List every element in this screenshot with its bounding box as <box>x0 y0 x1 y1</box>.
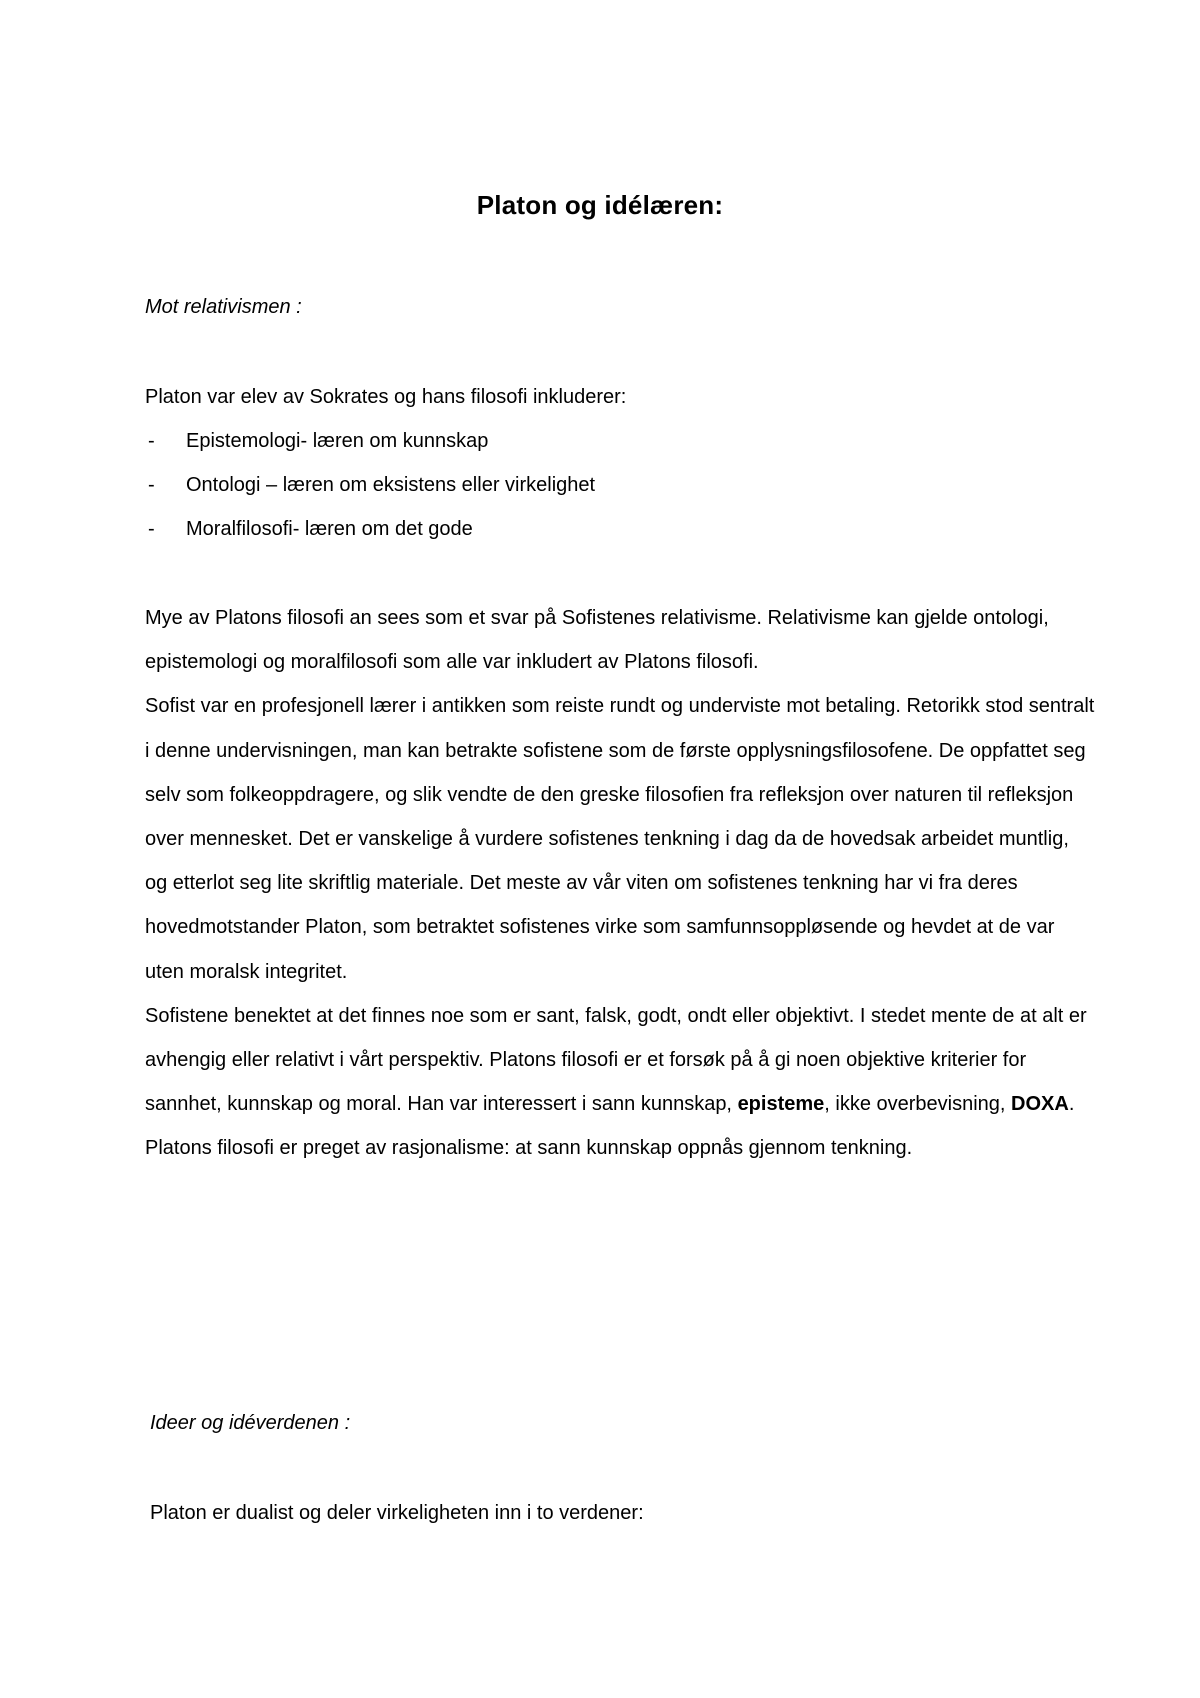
bullet-dash: - <box>148 430 155 452</box>
bullet-dash: - <box>148 518 155 540</box>
paragraph-platon-response <box>145 994 1095 1171</box>
bullet-text: Epistemologi- læren om kunnskap <box>186 430 489 452</box>
term-episteme: episteme <box>737 1093 825 1116</box>
paragraph-text: Sofistene benektet at det finnes noe som er sant, falsk, godt, ondt eller objektivt. I stedet mente de at alt er avhengig eller relativt i vårt perspektiv. Platons filosofi er et forsøk på å gi noen objektive kriterier for sannhet, kunnskap og moral. Han var interessert i sann kunnskap, <box>145 1004 1087 1116</box>
body-text <box>145 596 1095 1171</box>
paragraph-text: , ikke overbevisning, <box>824 1093 1006 1116</box>
bullet-text: Moralfilosofi- læren om det gode <box>186 518 473 540</box>
paragraph-text: . Platons filosofi er preget av rasjonalisme: at sann kunnskap oppnås gjennom tenkning. <box>145 1093 1075 1160</box>
document-title: Platon og idélæren: <box>476 190 724 220</box>
bullet-item <box>148 515 473 543</box>
section-heading-ideas: Ideer og idéverdenen : <box>150 1412 351 1434</box>
bullet-item <box>148 471 595 499</box>
paragraph-sophists: Sofist var en profesjonell lærer i antikken som reiste rundt og underviste mot betaling. Retorikk stod sentralt i denne undervisningen, man kan betrakte sofistene som de første opplysningsfilosofene. De oppfattet seg selv som folkeoppdragere, og slik vendte de den greske filosofien fra refleksjon over naturen til refleksjon over mennesket. Det er vanskelige å vurdere sofistenes tenkning i dag da de hovedsak arbeidet muntlig, og etterlot seg lite skriftlig materiale. Det meste av vår viten om sofistenes tenkning har vi fra deres hovedmotstander Platon, som betraktet sofistenes virke som samfunnsoppløsende og hevdet at de var uten moralsk integritet. <box>145 695 1095 983</box>
term-doxa: DOXA <box>1011 1093 1069 1116</box>
bullet-item <box>148 427 488 455</box>
intro-line: Platon var elev av Sokrates og hans filosofi inkluderer: <box>145 386 627 408</box>
section-heading-relativism: Mot relativismen : <box>145 296 302 318</box>
bullet-dash: - <box>148 474 155 496</box>
paragraph-relativism: Mye av Platons filosofi an sees som et svar på Sofistenes relativisme. Relativisme kan gjelde ontologi, epistemologi og moralfilosofi som alle var inkludert av Platons filosofi. <box>145 607 1049 674</box>
dualism-line: Platon er dualist og deler virkeligheten inn i to verdener: <box>150 1502 644 1524</box>
bullet-text: Ontologi – læren om eksistens eller virkelighet <box>186 474 596 496</box>
